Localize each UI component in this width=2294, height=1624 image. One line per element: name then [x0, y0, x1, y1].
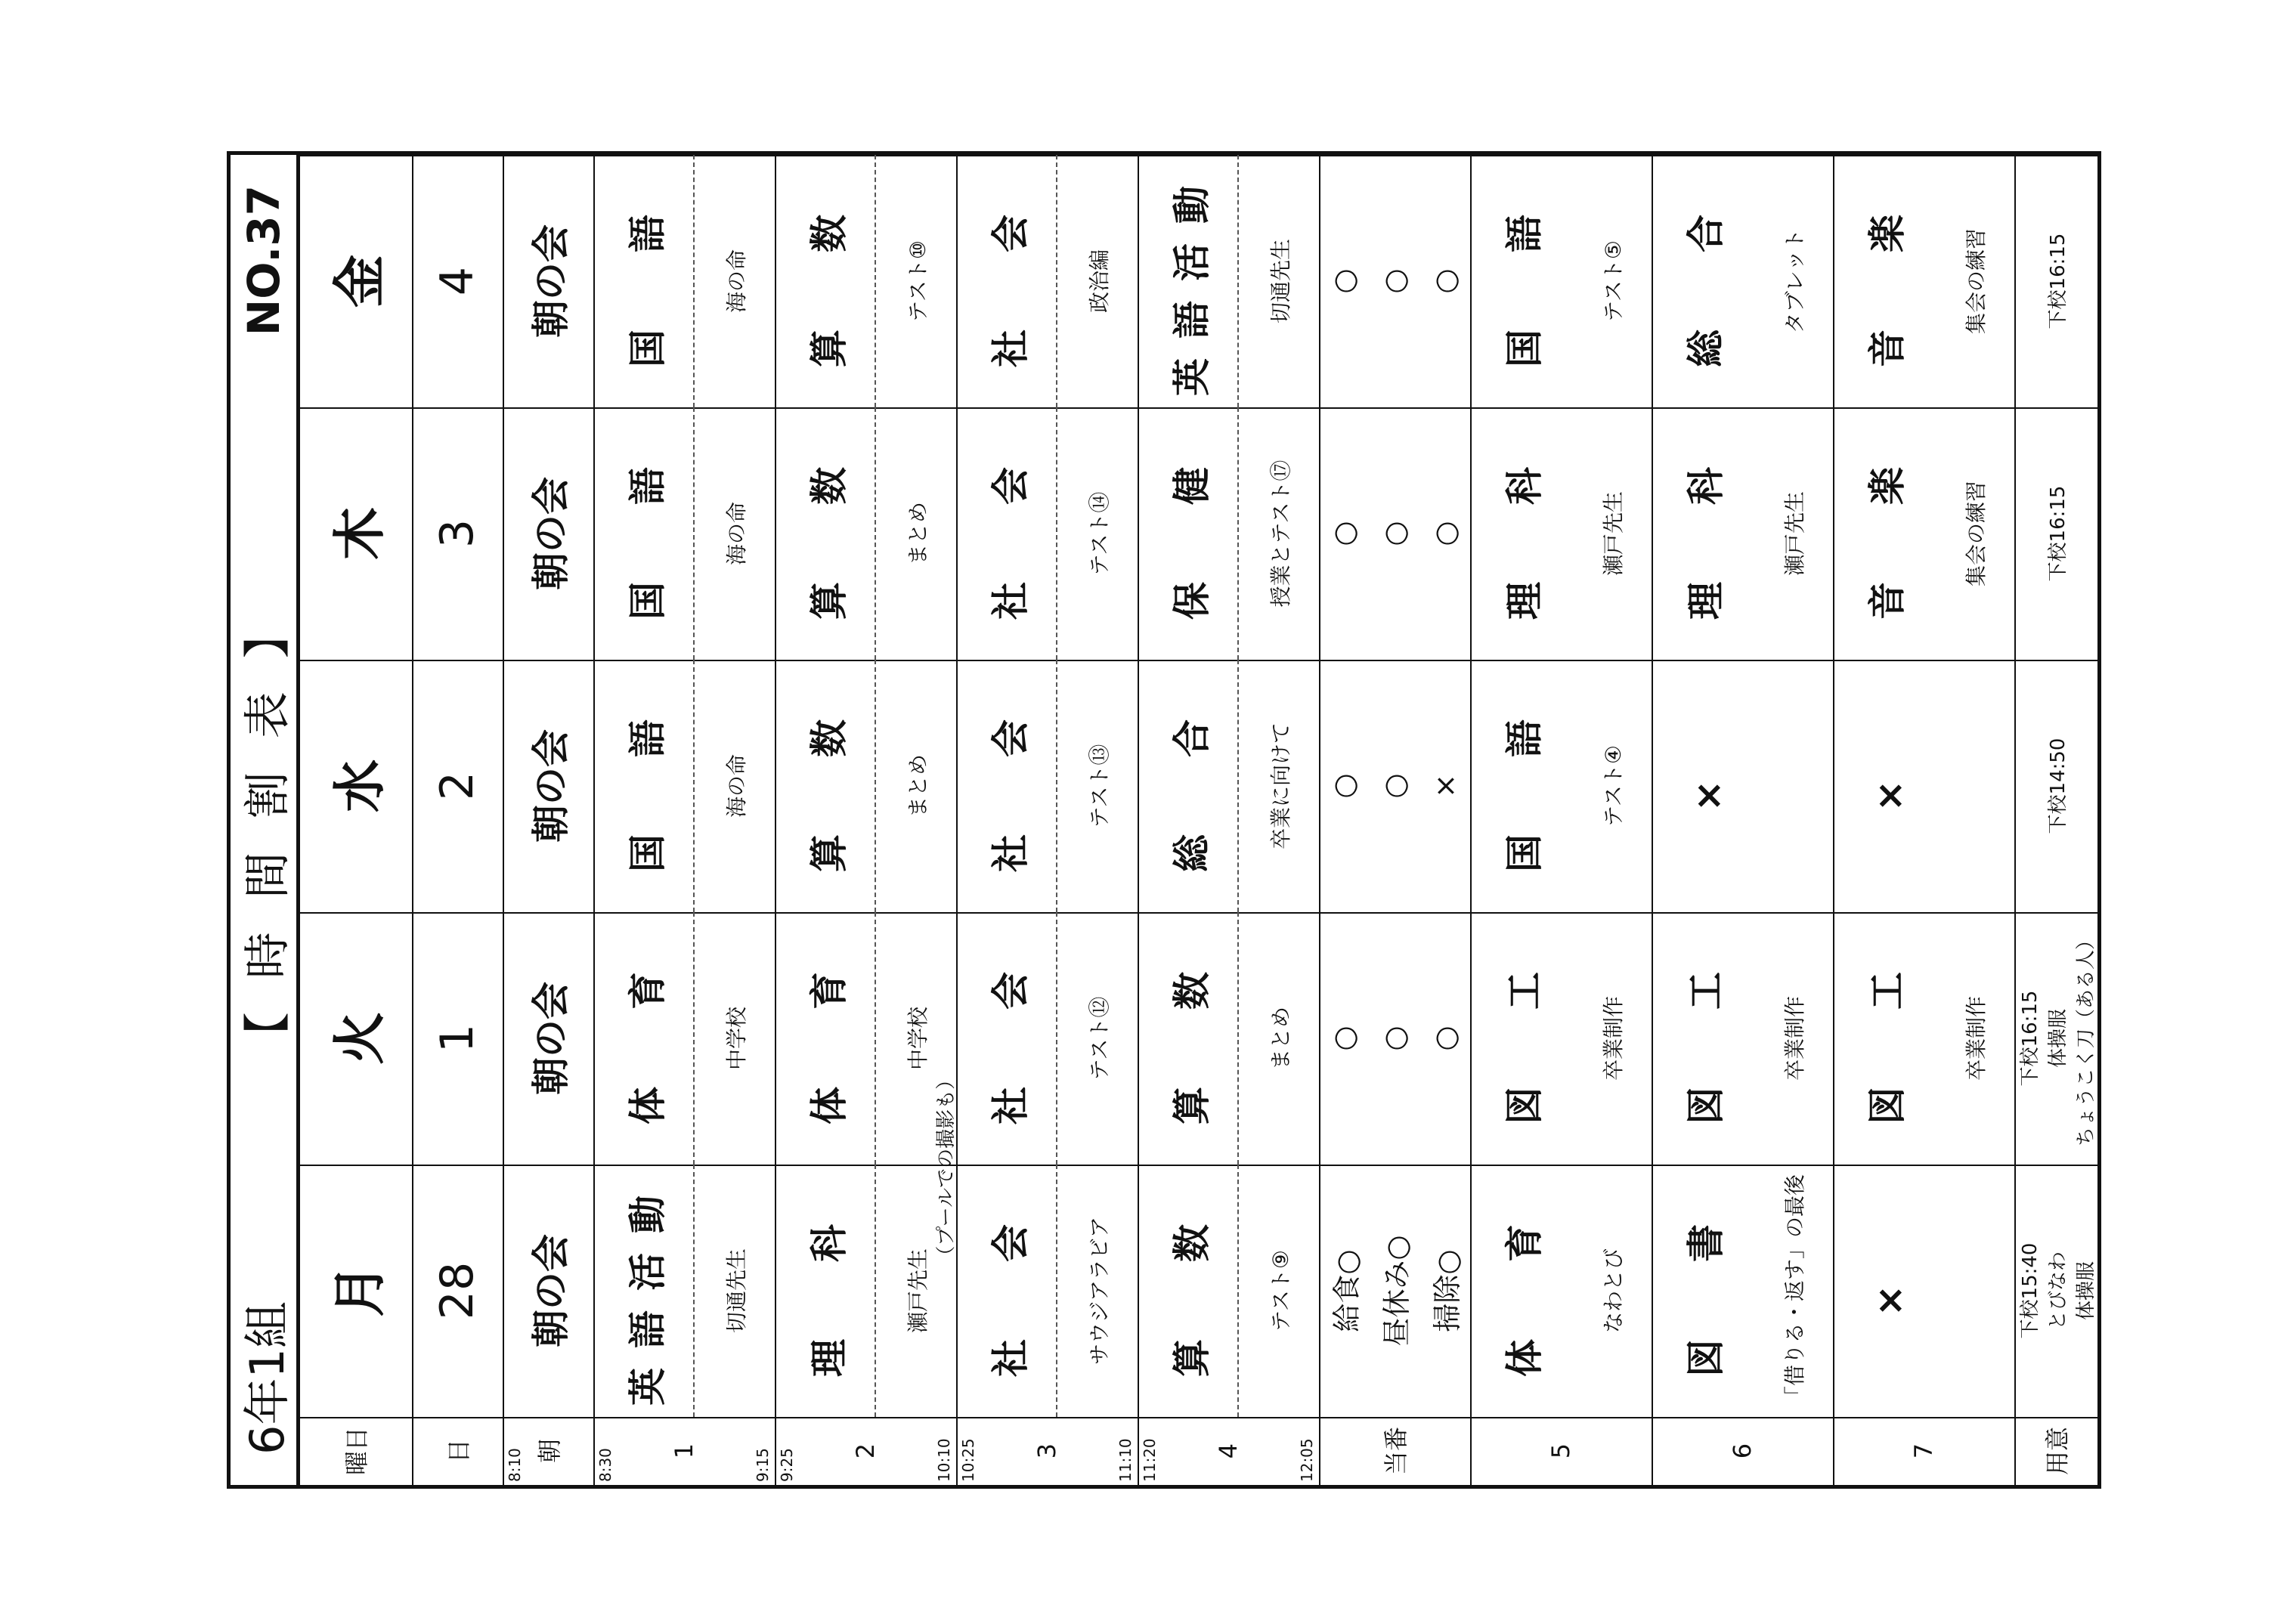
duty-mark: × [1428, 774, 1462, 798]
duty-mark: ○ [1428, 1025, 1462, 1051]
weekday-cell [299, 912, 412, 1165]
item-line: とびなわ [2046, 1251, 2070, 1331]
dashed-divider [693, 912, 695, 1165]
period-label-3 [956, 1417, 1138, 1485]
period-label-6 [1652, 1417, 1833, 1485]
duty-mark: ○ [1428, 521, 1462, 546]
morning-cell [503, 407, 593, 660]
subject: 体 育 [626, 952, 670, 1124]
subject-note: テスト⑫ [1087, 996, 1112, 1081]
period-label-1 [593, 1417, 775, 1485]
period-label-4 [1138, 1417, 1319, 1485]
duty-cell [1319, 407, 1470, 660]
item-line: 体操服 [2046, 1009, 2070, 1069]
date-label-text: 日 [444, 1439, 473, 1464]
duty-mark: ○ [1327, 1025, 1361, 1051]
date-number: 1 [431, 1023, 484, 1053]
weekday-label-text: 曜日 [342, 1427, 371, 1476]
period-cell [1652, 1165, 1833, 1417]
period-cell [1138, 1165, 1319, 1417]
date-label [412, 1417, 503, 1485]
item-line: 下校14:50 [2046, 738, 2070, 834]
period-start-time: 9:25 [778, 1448, 796, 1482]
subject: 社 会 [989, 195, 1032, 367]
weekday-name: 金 [328, 255, 391, 308]
period-cell [1470, 155, 1652, 407]
subject: 算 数 [807, 195, 851, 367]
timetable-grid [299, 155, 2097, 1485]
period-cell [956, 912, 1138, 1165]
sheet-number: NO.37 [237, 185, 289, 336]
weekday-name: 火 [328, 1012, 391, 1065]
dashed-divider [693, 155, 695, 407]
period-cell [1833, 660, 2014, 912]
duty-cell [1319, 1165, 1470, 1417]
dashed-divider [875, 155, 876, 407]
period-cell [775, 1165, 956, 1417]
dashed-divider [693, 407, 695, 660]
weekday-cell [299, 407, 412, 660]
duty-label-text: 当番 [1382, 1427, 1410, 1476]
subject-note: テスト⑭ [1087, 491, 1112, 576]
subject: 総 合 [1170, 700, 1214, 872]
subject: 図 工 [1684, 952, 1728, 1124]
subject: × [1867, 760, 1912, 812]
subject-note: 瀬戸先生 [1782, 491, 1807, 577]
subject: 音 楽 [1865, 447, 1909, 620]
subject-note: 瀬戸先生 [906, 1248, 930, 1334]
period-cell [1833, 912, 2014, 1165]
period-label-2 [775, 1417, 956, 1485]
date-cell [412, 912, 503, 1165]
item-line: 下校16:15 [2046, 233, 2070, 329]
period-number: 6 [1728, 1443, 1757, 1459]
period-cell [1138, 912, 1319, 1165]
weekday-name: 木 [328, 507, 391, 560]
period-start-time: 10:25 [959, 1438, 977, 1482]
weekday-label [299, 1417, 412, 1485]
duty-label [1319, 1417, 1470, 1485]
period-cell [593, 912, 775, 1165]
period-cell [593, 407, 775, 660]
morning-label-text: 朝 [535, 1439, 564, 1464]
period-cell [1833, 1165, 2014, 1417]
period-end-time: 10:10 [935, 1438, 953, 1482]
period-cell [1470, 407, 1652, 660]
period-number: 2 [851, 1443, 880, 1459]
subject-note: 切通先生 [724, 1248, 749, 1334]
subject: 国 語 [626, 447, 670, 620]
item-line: 下校15:40 [2018, 1242, 2042, 1339]
subject: 図 書 [1684, 1205, 1728, 1377]
period-cell [1652, 660, 1833, 912]
subject: 図 工 [1865, 952, 1909, 1124]
subject: 社 会 [989, 1205, 1032, 1377]
period-cell [1833, 407, 2014, 660]
duty-mark: ○ [1428, 268, 1462, 294]
period-number: 7 [1909, 1443, 1938, 1459]
period-number: 4 [1214, 1443, 1243, 1459]
weekday-cell [299, 155, 412, 407]
date-number: 28 [431, 1261, 484, 1320]
subject: 理 科 [807, 1205, 851, 1377]
duty-mark: ○ [1327, 268, 1361, 294]
dashed-divider [1056, 912, 1057, 1165]
period-label-7 [1833, 1417, 2014, 1485]
period-number: 5 [1546, 1443, 1575, 1459]
dashed-divider [875, 660, 876, 912]
date-number: 3 [431, 518, 484, 549]
subject-note: まとめ [906, 502, 930, 566]
weekday-name: 水 [328, 759, 391, 812]
subject-note: 卒業に向けて [1268, 722, 1293, 850]
dashed-divider [1237, 1165, 1239, 1417]
duty-mark: 掃除○ [1431, 1249, 1465, 1332]
subject: 図 工 [1503, 952, 1546, 1124]
subject-note: テスト⑩ [906, 240, 930, 322]
dashed-divider [1237, 660, 1239, 912]
period-cell [593, 1165, 775, 1417]
subject: 理 科 [1503, 447, 1546, 620]
items-cell [2014, 1165, 2097, 1417]
subject-note: 瀬戸先生 [1601, 491, 1626, 577]
dashed-divider [1056, 660, 1057, 912]
morning-activity: 朝の会 [529, 1234, 573, 1347]
subject: 算 数 [807, 447, 851, 620]
subject-note: まとめ [906, 754, 930, 818]
subject-note: テスト④ [1601, 745, 1626, 827]
morning-cell [503, 912, 593, 1165]
duty-cell [1319, 155, 1470, 407]
dashed-divider [875, 912, 876, 1165]
morning-cell [503, 155, 593, 407]
morning-activity: 朝の会 [529, 982, 573, 1095]
items-cell [2014, 912, 2097, 1165]
subject: 国 語 [626, 195, 670, 367]
item-line: 下校16:15 [2046, 485, 2070, 582]
dashed-divider [693, 1165, 695, 1417]
duty-cell [1319, 660, 1470, 912]
duty-mark: ○ [1327, 773, 1361, 799]
subject-note: テスト⑨ [1268, 1250, 1293, 1332]
subject: 理 科 [1684, 447, 1728, 620]
duty-mark: 昼休み○ [1380, 1235, 1414, 1347]
period-cell [1138, 660, 1319, 912]
period-cell [956, 155, 1138, 407]
period-cell [593, 660, 775, 912]
date-number: 2 [431, 771, 484, 801]
subject: 体 育 [1503, 1205, 1546, 1377]
subject: 算 数 [1170, 1205, 1214, 1377]
dashed-divider [1237, 912, 1239, 1165]
period-cell [775, 660, 956, 912]
period-cell [775, 407, 956, 660]
period-cell [1470, 912, 1652, 1165]
subject-note: 卒業制作 [1601, 996, 1626, 1081]
period-start-time: 11:20 [1141, 1438, 1159, 1482]
subject: 算 数 [1170, 952, 1214, 1124]
period-cell [1470, 1165, 1652, 1417]
period-cell [775, 155, 956, 407]
period-label-5 [1470, 1417, 1652, 1485]
date-cell [412, 155, 503, 407]
subject-note: 海の命 [724, 502, 749, 566]
period-cell [1138, 407, 1319, 660]
subject: 音 楽 [1865, 195, 1909, 367]
subject-note: 切通先生 [1268, 239, 1293, 324]
duty-mark: ○ [1327, 521, 1361, 546]
period-cell [956, 1165, 1138, 1417]
period-cell [1138, 155, 1319, 407]
morning-activity: 朝の会 [529, 729, 573, 843]
period-cell [956, 407, 1138, 660]
period-start-time: 8:30 [596, 1448, 615, 1482]
weekday-name: 月 [328, 1264, 391, 1317]
pool-note: （プールでの撮影も） [935, 1069, 958, 1266]
duty-mark: ○ [1377, 521, 1411, 546]
duty-mark: ○ [1377, 773, 1411, 799]
date-cell [412, 1165, 503, 1417]
subject-note: サウジアラビア [1087, 1217, 1112, 1366]
duty-mark: ○ [1377, 1025, 1411, 1051]
subject: 総 合 [1684, 195, 1728, 367]
header [231, 155, 299, 1485]
period-end-time: 11:10 [1116, 1438, 1135, 1482]
dashed-divider [1237, 155, 1239, 407]
period-end-time: 12:05 [1298, 1438, 1316, 1482]
subject: 社 会 [989, 700, 1032, 872]
timetable-frame [227, 151, 2101, 1489]
period-cell [1833, 155, 2014, 407]
morning-time: 8:10 [506, 1448, 524, 1482]
subject-note: 授業とテスト⑰ [1268, 459, 1293, 608]
subject-note: 卒業制作 [1782, 996, 1807, 1081]
subject-note: なわとび [1601, 1248, 1626, 1334]
period-cell [956, 660, 1138, 912]
period-end-time: 9:15 [754, 1448, 772, 1482]
page-title: 【時間割表】 [240, 578, 295, 1059]
subject: 英語活動 [1170, 166, 1214, 396]
weekday-cell [299, 1165, 412, 1417]
subject-note: 集会の練習 [1964, 481, 1989, 587]
subject: 国 語 [1503, 195, 1546, 367]
items-cell [2014, 155, 2097, 407]
item-line: ちょうこく刀（ある人） [2074, 930, 2097, 1147]
subject-note: タブレット [1782, 228, 1807, 334]
morning-activity: 朝の会 [529, 224, 573, 338]
subject-note: 政治編 [1087, 249, 1112, 314]
dashed-divider [1056, 155, 1057, 407]
subject: 体 育 [807, 952, 851, 1124]
dashed-divider [1237, 407, 1239, 660]
subject: × [1686, 760, 1730, 812]
subject-note: 中学校 [724, 1007, 749, 1071]
period-number: 3 [1032, 1443, 1061, 1459]
morning-cell [503, 1165, 593, 1417]
items-cell [2014, 407, 2097, 660]
subject: 社 会 [989, 952, 1032, 1124]
class-name: 6年1組 [240, 1301, 295, 1455]
subject-note: 海の命 [724, 754, 749, 818]
subject-note: 海の命 [724, 249, 749, 314]
period-number: 1 [670, 1443, 698, 1459]
duty-mark: ○ [1377, 268, 1411, 294]
item-line: 体操服 [2074, 1261, 2097, 1321]
timetable-sheet [227, 151, 2101, 1489]
subject: 国 語 [626, 700, 670, 872]
items-label [2014, 1417, 2097, 1485]
subject-note: テスト⑤ [1601, 240, 1626, 322]
morning-activity: 朝の会 [529, 477, 573, 590]
period-cell [1652, 407, 1833, 660]
dashed-divider [1056, 1165, 1057, 1417]
subject-note: まとめ [1268, 1007, 1293, 1071]
subject: 保 健 [1170, 447, 1214, 620]
subject-note: 中学校 [906, 1007, 930, 1071]
dashed-divider [875, 1165, 876, 1417]
subject: 英語活動 [626, 1176, 670, 1406]
items-cell [2014, 660, 2097, 912]
item-line: 下校16:15 [2018, 990, 2042, 1087]
duty-cell [1319, 912, 1470, 1165]
subject: 社 会 [989, 447, 1032, 620]
subject-note: 集会の練習 [1964, 228, 1989, 335]
period-cell [1652, 912, 1833, 1165]
dashed-divider [875, 407, 876, 660]
duty-mark: 給食○ [1330, 1249, 1364, 1332]
items-label-text: 用意 [2043, 1427, 2072, 1476]
subject-note: テスト⑬ [1087, 744, 1112, 828]
date-cell [412, 660, 503, 912]
weekday-cell [299, 660, 412, 912]
subject: 国 語 [1503, 700, 1546, 872]
dashed-divider [1056, 407, 1057, 660]
dashed-divider [693, 660, 695, 912]
subject-note: 「借りる・返す」の最後 [1782, 1174, 1807, 1408]
period-cell [1652, 155, 1833, 407]
period-cell [1470, 660, 1652, 912]
subject-note: 卒業制作 [1964, 996, 1989, 1081]
morning-cell [503, 660, 593, 912]
period-cell [593, 155, 775, 407]
subject: 算 数 [807, 700, 851, 872]
subject: × [1867, 1265, 1912, 1316]
date-cell [412, 407, 503, 660]
period-cell [775, 912, 956, 1165]
date-number: 4 [431, 266, 484, 296]
